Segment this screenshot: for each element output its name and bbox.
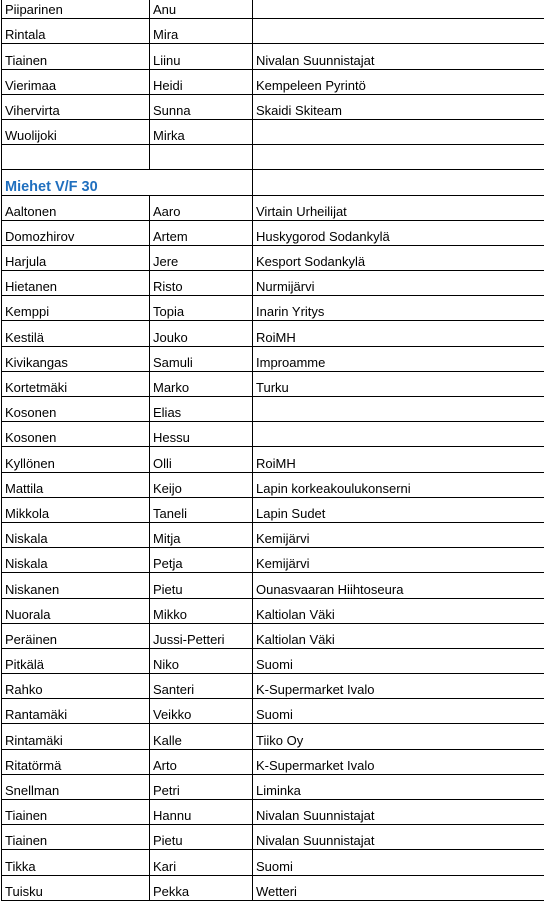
first-name-cell: Jussi-Petteri [150,623,253,648]
club-cell: Turku [253,371,544,396]
first-name-cell: Jere [150,245,253,270]
surname-cell: Niskala [2,548,150,573]
club-cell: Kaltiolan Väki [253,623,544,648]
table-row [2,44,544,69]
surname-cell: Pitkälä [2,648,150,673]
table-row [2,0,544,19]
first-name-cell: Heidi [150,69,253,94]
surname-cell: Rantamäki [2,699,150,724]
first-name-cell: Artem [150,220,253,245]
first-name-cell: Aaro [150,195,253,220]
surname-cell: Niskanen [2,573,150,598]
first-name-cell: Hessu [150,422,253,447]
section-title: Miehet V/F 30 [2,170,253,195]
club-cell: Huskygorod Sodankylä [253,220,544,245]
table-row [2,674,544,699]
surname-cell: Tuisku [2,875,150,900]
table-row [2,623,544,648]
table-row-empty [2,145,544,170]
first-name-cell: Santeri [150,674,253,699]
club-cell: Nivalan Suunnistajat [253,44,544,69]
club-cell: K-Supermarket Ivalo [253,749,544,774]
first-name-cell: Anu [150,0,253,19]
first-name-cell: Petja [150,548,253,573]
surname-cell: Piiparinen [2,0,150,19]
club-cell: Virtain Urheilijat [253,195,544,220]
club-cell: Suomi [253,850,544,875]
club-cell: Kesport Sodankylä [253,245,544,270]
club-cell: Kempeleen Pyrintö [253,69,544,94]
club-cell: Nivalan Suunnistajat [253,800,544,825]
surname-cell: Tiainen [2,825,150,850]
surname-cell: Kyllönen [2,447,150,472]
club-cell: Lapin korkeakoulukonserni [253,472,544,497]
surname-cell: Harjula [2,245,150,270]
participants-table [1,0,544,901]
first-name-cell: Risto [150,271,253,296]
surname-cell: Kosonen [2,422,150,447]
table-row [2,296,544,321]
table-row [2,548,544,573]
table-row [2,573,544,598]
club-cell [253,422,544,447]
table-row [2,397,544,422]
club-cell [253,119,544,144]
club-cell: Improamme [253,346,544,371]
table-row [2,69,544,94]
club-cell: Kemijärvi [253,548,544,573]
table-row [2,271,544,296]
club-cell: Nivalan Suunnistajat [253,825,544,850]
first-name-cell: Veikko [150,699,253,724]
first-name-cell: Petri [150,774,253,799]
surname-cell: Hietanen [2,271,150,296]
table-row [2,19,544,44]
club-cell: Lapin Sudet [253,497,544,522]
table-row [2,875,544,900]
first-name-cell: Marko [150,371,253,396]
surname-cell: Domozhirov [2,220,150,245]
club-cell: Kaltiolan Väki [253,598,544,623]
table-row [2,598,544,623]
table-row [2,371,544,396]
table-row [2,497,544,522]
first-name-cell: Mikko [150,598,253,623]
table-row [2,774,544,799]
table-row [2,472,544,497]
club-cell [253,19,544,44]
surname-cell: Ritatörmä [2,749,150,774]
table-row [2,648,544,673]
surname-cell: Vihervirta [2,94,150,119]
table-row [2,749,544,774]
first-name-cell: Sunna [150,94,253,119]
surname-cell: Vierimaa [2,69,150,94]
table-row [2,220,544,245]
club-cell: Nurmijärvi [253,271,544,296]
surname-cell: Kosonen [2,397,150,422]
table-row [2,522,544,547]
first-name-cell: Samuli [150,346,253,371]
first-name-cell: Jouko [150,321,253,346]
club-cell [253,170,544,195]
surname-cell [2,145,150,170]
surname-cell: Kestilä [2,321,150,346]
surname-cell: Mikkola [2,497,150,522]
table-row [2,346,544,371]
club-cell: Suomi [253,648,544,673]
club-cell: Suomi [253,699,544,724]
first-name-cell: Niko [150,648,253,673]
club-cell [253,145,544,170]
first-name-cell: Pietu [150,825,253,850]
club-cell: Wetteri [253,875,544,900]
surname-cell: Snellman [2,774,150,799]
club-cell [253,397,544,422]
first-name-cell: Mira [150,19,253,44]
table-row [2,447,544,472]
first-name-cell: Hannu [150,800,253,825]
club-cell: Kemijärvi [253,522,544,547]
surname-cell: Aaltonen [2,195,150,220]
first-name-cell: Kari [150,850,253,875]
surname-cell: Niskala [2,522,150,547]
first-name-cell: Topia [150,296,253,321]
table-row [2,800,544,825]
first-name-cell: Pekka [150,875,253,900]
club-cell [253,0,544,19]
club-cell: Ounasvaaran Hiihtoseura [253,573,544,598]
surname-cell: Kivikangas [2,346,150,371]
table-row [2,245,544,270]
first-name-cell: Elias [150,397,253,422]
first-name-cell: Olli [150,447,253,472]
table-row [2,724,544,749]
surname-cell: Peräinen [2,623,150,648]
surname-cell: Wuolijoki [2,119,150,144]
surname-cell: Kemppi [2,296,150,321]
first-name-cell: Pietu [150,573,253,598]
first-name-cell: Taneli [150,497,253,522]
club-cell: Skaidi Skiteam [253,94,544,119]
surname-cell: Tiainen [2,44,150,69]
table-row [2,94,544,119]
surname-cell: Kortetmäki [2,371,150,396]
first-name-cell: Liinu [150,44,253,69]
first-name-cell: Arto [150,749,253,774]
table-row [2,119,544,144]
first-name-cell: Keijo [150,472,253,497]
surname-cell: Mattila [2,472,150,497]
section-header-row [2,170,544,195]
club-cell: Inarin Yritys [253,296,544,321]
table-row [2,195,544,220]
surname-cell: Tikka [2,850,150,875]
surname-cell: Tiainen [2,800,150,825]
table-row [2,321,544,346]
table-row [2,825,544,850]
surname-cell: Rintala [2,19,150,44]
surname-cell: Rintamäki [2,724,150,749]
club-cell: K-Supermarket Ivalo [253,674,544,699]
surname-cell: Rahko [2,674,150,699]
surname-cell: Nuorala [2,598,150,623]
club-cell: RoiMH [253,321,544,346]
first-name-cell: Kalle [150,724,253,749]
table-row [2,850,544,875]
club-cell: Liminka [253,774,544,799]
club-cell: RoiMH [253,447,544,472]
first-name-cell: Mitja [150,522,253,547]
first-name-cell [150,145,253,170]
table-row [2,699,544,724]
first-name-cell: Mirka [150,119,253,144]
club-cell: Tiiko Oy [253,724,544,749]
table-row [2,422,544,447]
